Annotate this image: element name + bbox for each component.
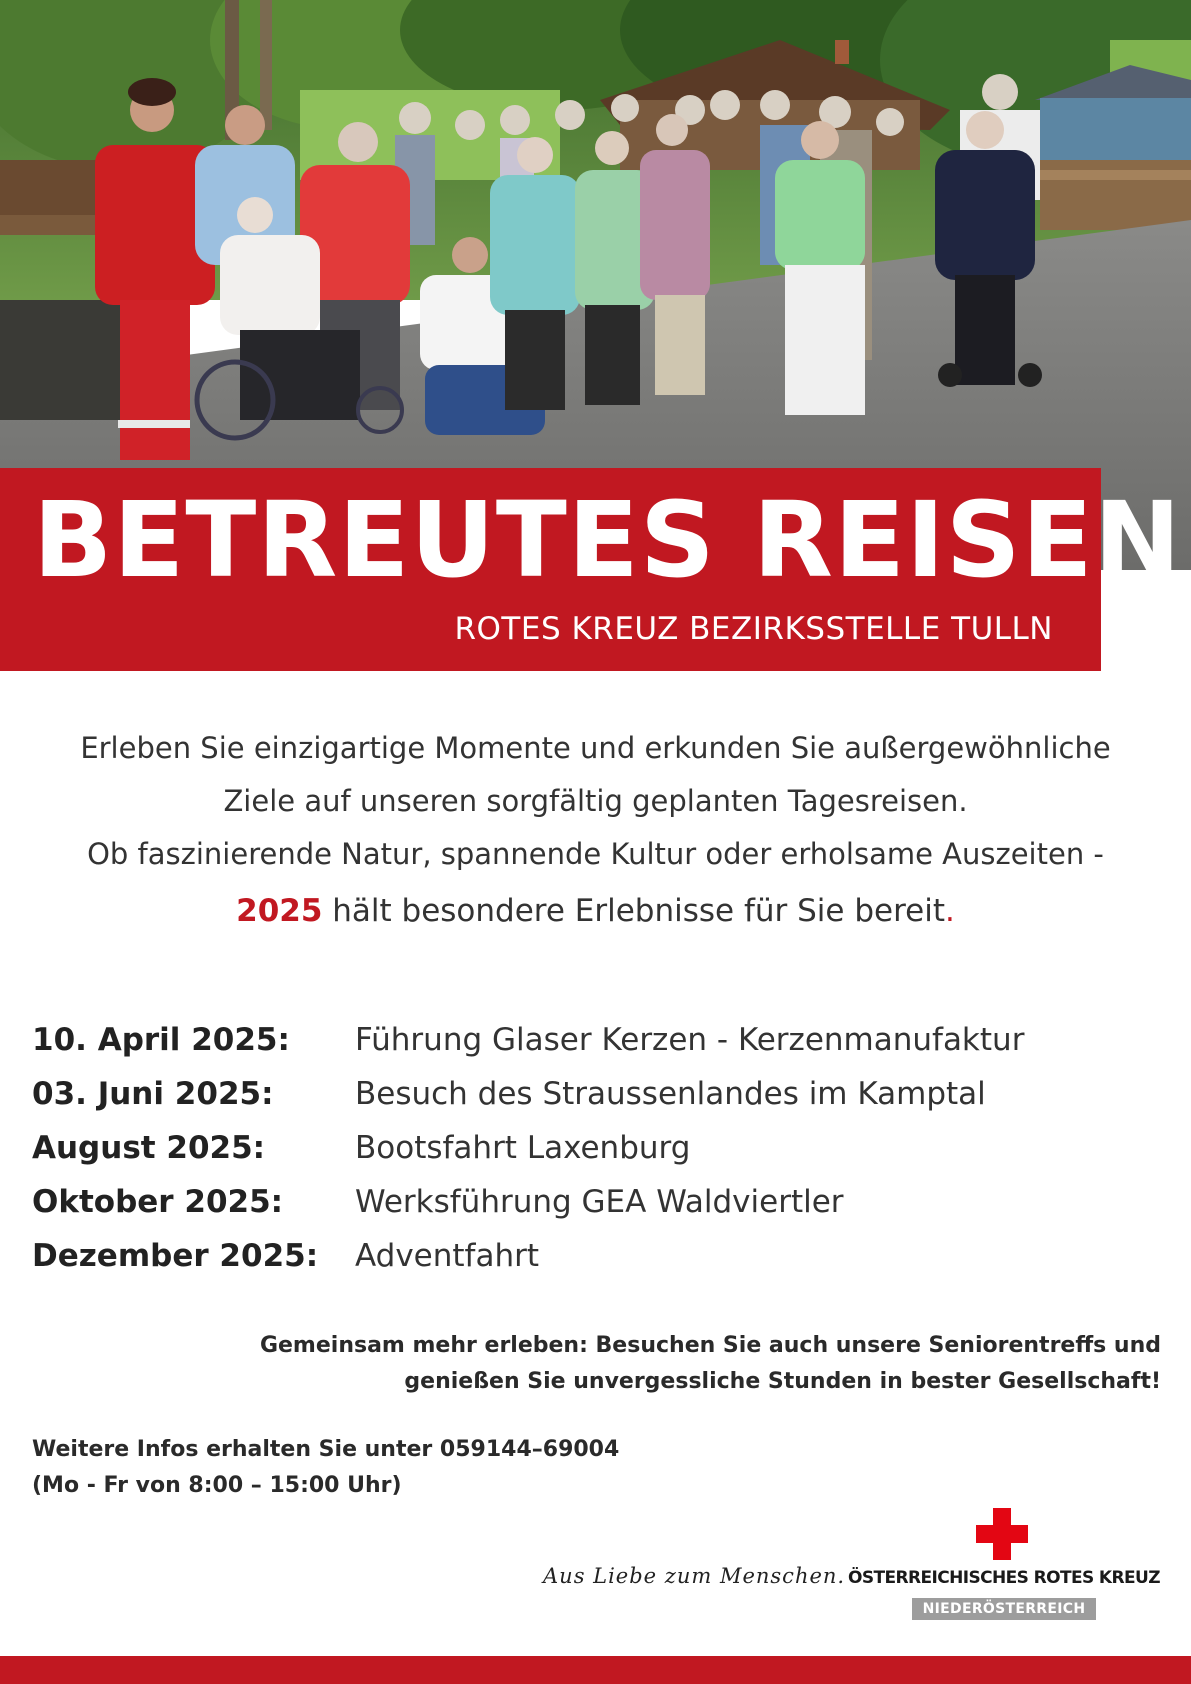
intro-line-2: Ziele auf unseren sorgfältig geplanten Tagesreisen. <box>223 784 968 818</box>
bottom-bar <box>0 1656 1191 1684</box>
schedule-event: Besuch des Straussenlandes im Kamptal <box>355 1076 986 1112</box>
intro-line-1: Erleben Sie einzigartige Momente und erkunden Sie außergewöhnliche <box>80 731 1111 765</box>
page-subtitle: ROTES KREUZ BEZIRKSSTELLE TULLN <box>454 611 1053 647</box>
note-line-2: genießen Sie unvergessliche Stunden in bester Gesellschaft! <box>404 1369 1161 1394</box>
schedule-row <box>32 1076 1162 1130</box>
schedule-date: Dezember 2025: <box>32 1238 319 1274</box>
schedule-event: Werksführung GEA Waldviertler <box>355 1184 844 1220</box>
senior-meetup-note <box>260 1328 1161 1400</box>
trip-schedule <box>32 1022 1162 1292</box>
year-statement <box>0 893 1191 929</box>
logo-name: ÖSTERREICHISCHES ROTES KREUZ <box>848 1568 1160 1588</box>
schedule-event: Adventfahrt <box>355 1238 540 1274</box>
schedule-row <box>32 1238 1162 1292</box>
schedule-date: August 2025: <box>32 1130 266 1166</box>
title-banner <box>0 468 1182 671</box>
contact-hours: (Mo - Fr von 8:00 – 15:00 Uhr) <box>32 1473 402 1498</box>
schedule-event: Bootsfahrt Laxenburg <box>355 1130 691 1166</box>
page-title: BETREUTES REISEN <box>33 479 1182 601</box>
year-highlight: 2025 <box>236 893 323 929</box>
schedule-date: 10. April 2025: <box>32 1022 290 1058</box>
schedule-row <box>32 1184 1162 1238</box>
red-cross-icon <box>976 1508 1028 1560</box>
year-dot: . <box>945 893 955 929</box>
intro-line-3: Ob faszinierende Natur, spannende Kultur oder erholsame Auszeiten - <box>87 837 1104 871</box>
schedule-row <box>32 1130 1162 1184</box>
schedule-row <box>32 1022 1162 1076</box>
note-line-1: Gemeinsam mehr erleben: Besuchen Sie auch unsere Seniorentreffs und <box>259 1333 1161 1358</box>
red-cross-logo <box>848 1504 1160 1624</box>
intro-text <box>20 722 1171 881</box>
schedule-date: Oktober 2025: <box>32 1184 284 1220</box>
contact-info <box>32 1432 619 1504</box>
schedule-date: 03. Juni 2025: <box>32 1076 274 1112</box>
logo-region: NIEDERÖSTERREICH <box>912 1598 1096 1620</box>
contact-phone: Weitere Infos erhalten Sie unter 059144–69004 <box>32 1437 620 1462</box>
slogan: Aus Liebe zum Menschen. <box>543 1564 846 1588</box>
year-text: hält besondere Erlebnisse für Sie bereit <box>332 893 945 929</box>
schedule-event: Führung Glaser Kerzen - Kerzenmanufaktur <box>355 1022 1025 1058</box>
